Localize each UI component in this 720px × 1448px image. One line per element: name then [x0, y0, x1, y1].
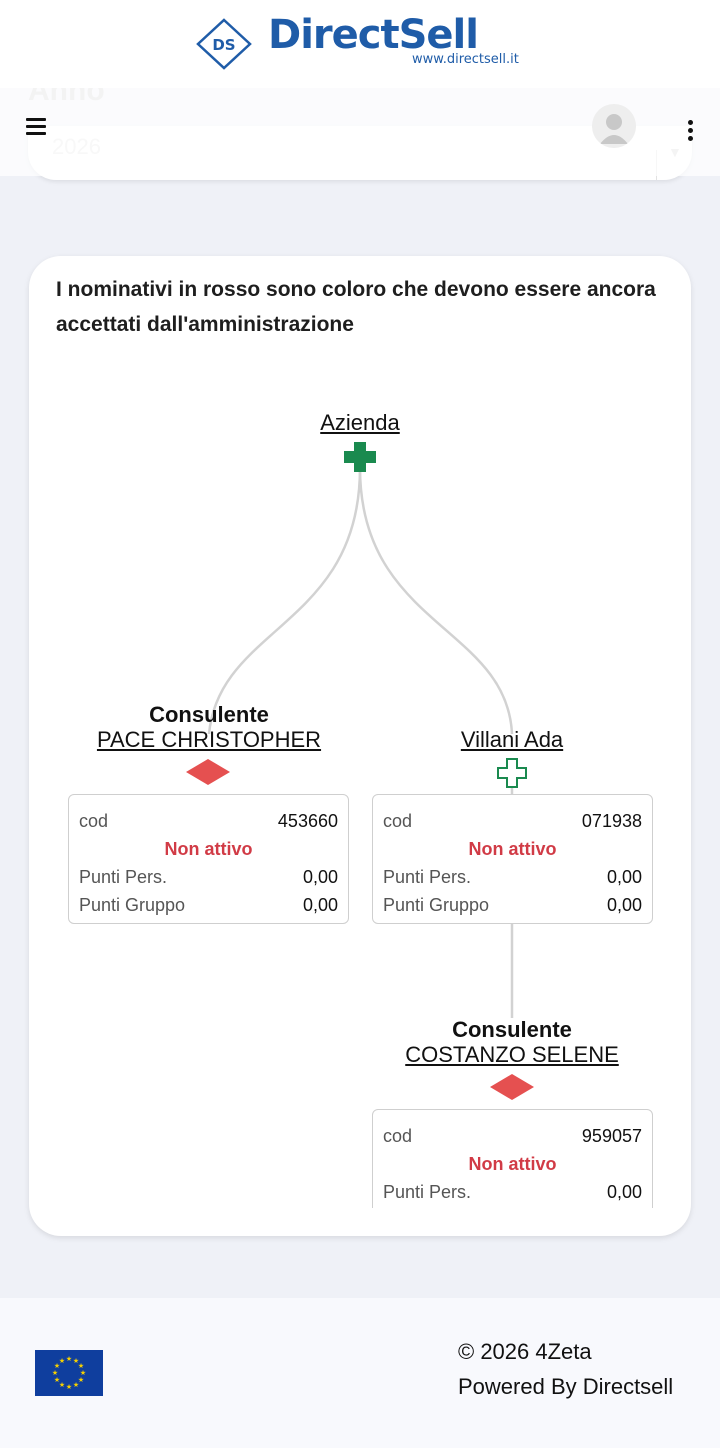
svg-text:★: ★ [72, 1357, 80, 1365]
eu-flag-icon [35, 1350, 103, 1396]
cod-label: cod [383, 811, 413, 831]
punti-gruppo-label: Punti Gruppo [383, 895, 490, 915]
root-node-name[interactable]: Azienda [320, 410, 400, 435]
brand-url: www.directsell.it [412, 52, 519, 67]
status-badge: Non attivo [468, 839, 557, 859]
genealogy-tree[interactable] [29, 356, 691, 1208]
kebab-menu-icon[interactable] [686, 120, 694, 142]
node-role-label: Consulente [149, 702, 269, 727]
footer-text [458, 1334, 673, 1404]
user-avatar-icon[interactable] [592, 104, 636, 148]
svg-text:★: ★ [53, 1376, 61, 1384]
node-name-pace[interactable]: PACE CHRISTOPHER [96, 727, 322, 752]
svg-text:★: ★ [58, 1357, 66, 1365]
genealogy-card [29, 256, 691, 1236]
svg-text:★: ★ [51, 1369, 59, 1377]
node-info-box [372, 1109, 653, 1208]
red-diamond-icon [186, 759, 230, 785]
red-diamond-icon [490, 1074, 534, 1100]
svg-text:★: ★ [65, 1355, 73, 1363]
cod-label: cod [383, 1126, 413, 1146]
punti-pers-label: Punti Pers. [383, 1182, 472, 1202]
cod-label: cod [79, 811, 109, 831]
punti-pers-value: 0,00 [302, 867, 338, 887]
cod-value: 071938 [581, 811, 642, 831]
node-info-box [372, 794, 653, 924]
svg-text:★: ★ [72, 1381, 80, 1389]
punti-pers-value: 0,00 [606, 1182, 642, 1202]
node-name-villani[interactable]: Villani Ada [460, 727, 564, 752]
punti-pers-value: 0,00 [606, 867, 642, 887]
punti-gruppo-value: 0,00 [606, 895, 642, 915]
svg-text:★: ★ [53, 1362, 61, 1370]
cod-value: 959057 [581, 1126, 642, 1146]
hamburger-icon[interactable] [26, 118, 46, 136]
green-outline-cross-icon [497, 758, 527, 788]
svg-text:★: ★ [77, 1376, 85, 1384]
svg-text:★: ★ [79, 1369, 87, 1377]
copyright-text: © 2026 4Zeta [458, 1339, 592, 1364]
tree-connectors [29, 356, 691, 1208]
top-toolbar [0, 88, 720, 176]
svg-text:DS: DS [212, 36, 236, 54]
ds-logo-icon [196, 18, 252, 70]
pending-notice: I nominativi in rosso sono coloro che devono essere ancora accettati dall'amministrazione [56, 278, 656, 336]
status-badge: Non attivo [164, 839, 253, 859]
node-role-label: Consulente [452, 1017, 572, 1042]
svg-text:★: ★ [58, 1381, 66, 1389]
punti-gruppo-label: Punti Gruppo [79, 895, 186, 915]
app-header [0, 0, 720, 88]
punti-pers-label: Punti Pers. [383, 867, 472, 887]
powered-by-text: Powered By Directsell [458, 1374, 674, 1399]
page-footer [0, 1298, 720, 1448]
punti-gruppo-value: 0,00 [302, 895, 338, 915]
punti-pers-label: Punti Pers. [79, 867, 168, 887]
svg-text:★: ★ [77, 1362, 85, 1370]
svg-text:★: ★ [65, 1383, 73, 1391]
green-cross-icon [344, 442, 376, 472]
status-badge: Non attivo [468, 1154, 557, 1174]
directsell-logo[interactable] [196, 12, 526, 72]
node-name-costanzo[interactable]: COSTANZO SELENE [405, 1042, 619, 1067]
brand-wordmark: DirectSell [268, 12, 478, 58]
cod-value: 453660 [277, 811, 338, 831]
node-info-box [68, 794, 349, 924]
